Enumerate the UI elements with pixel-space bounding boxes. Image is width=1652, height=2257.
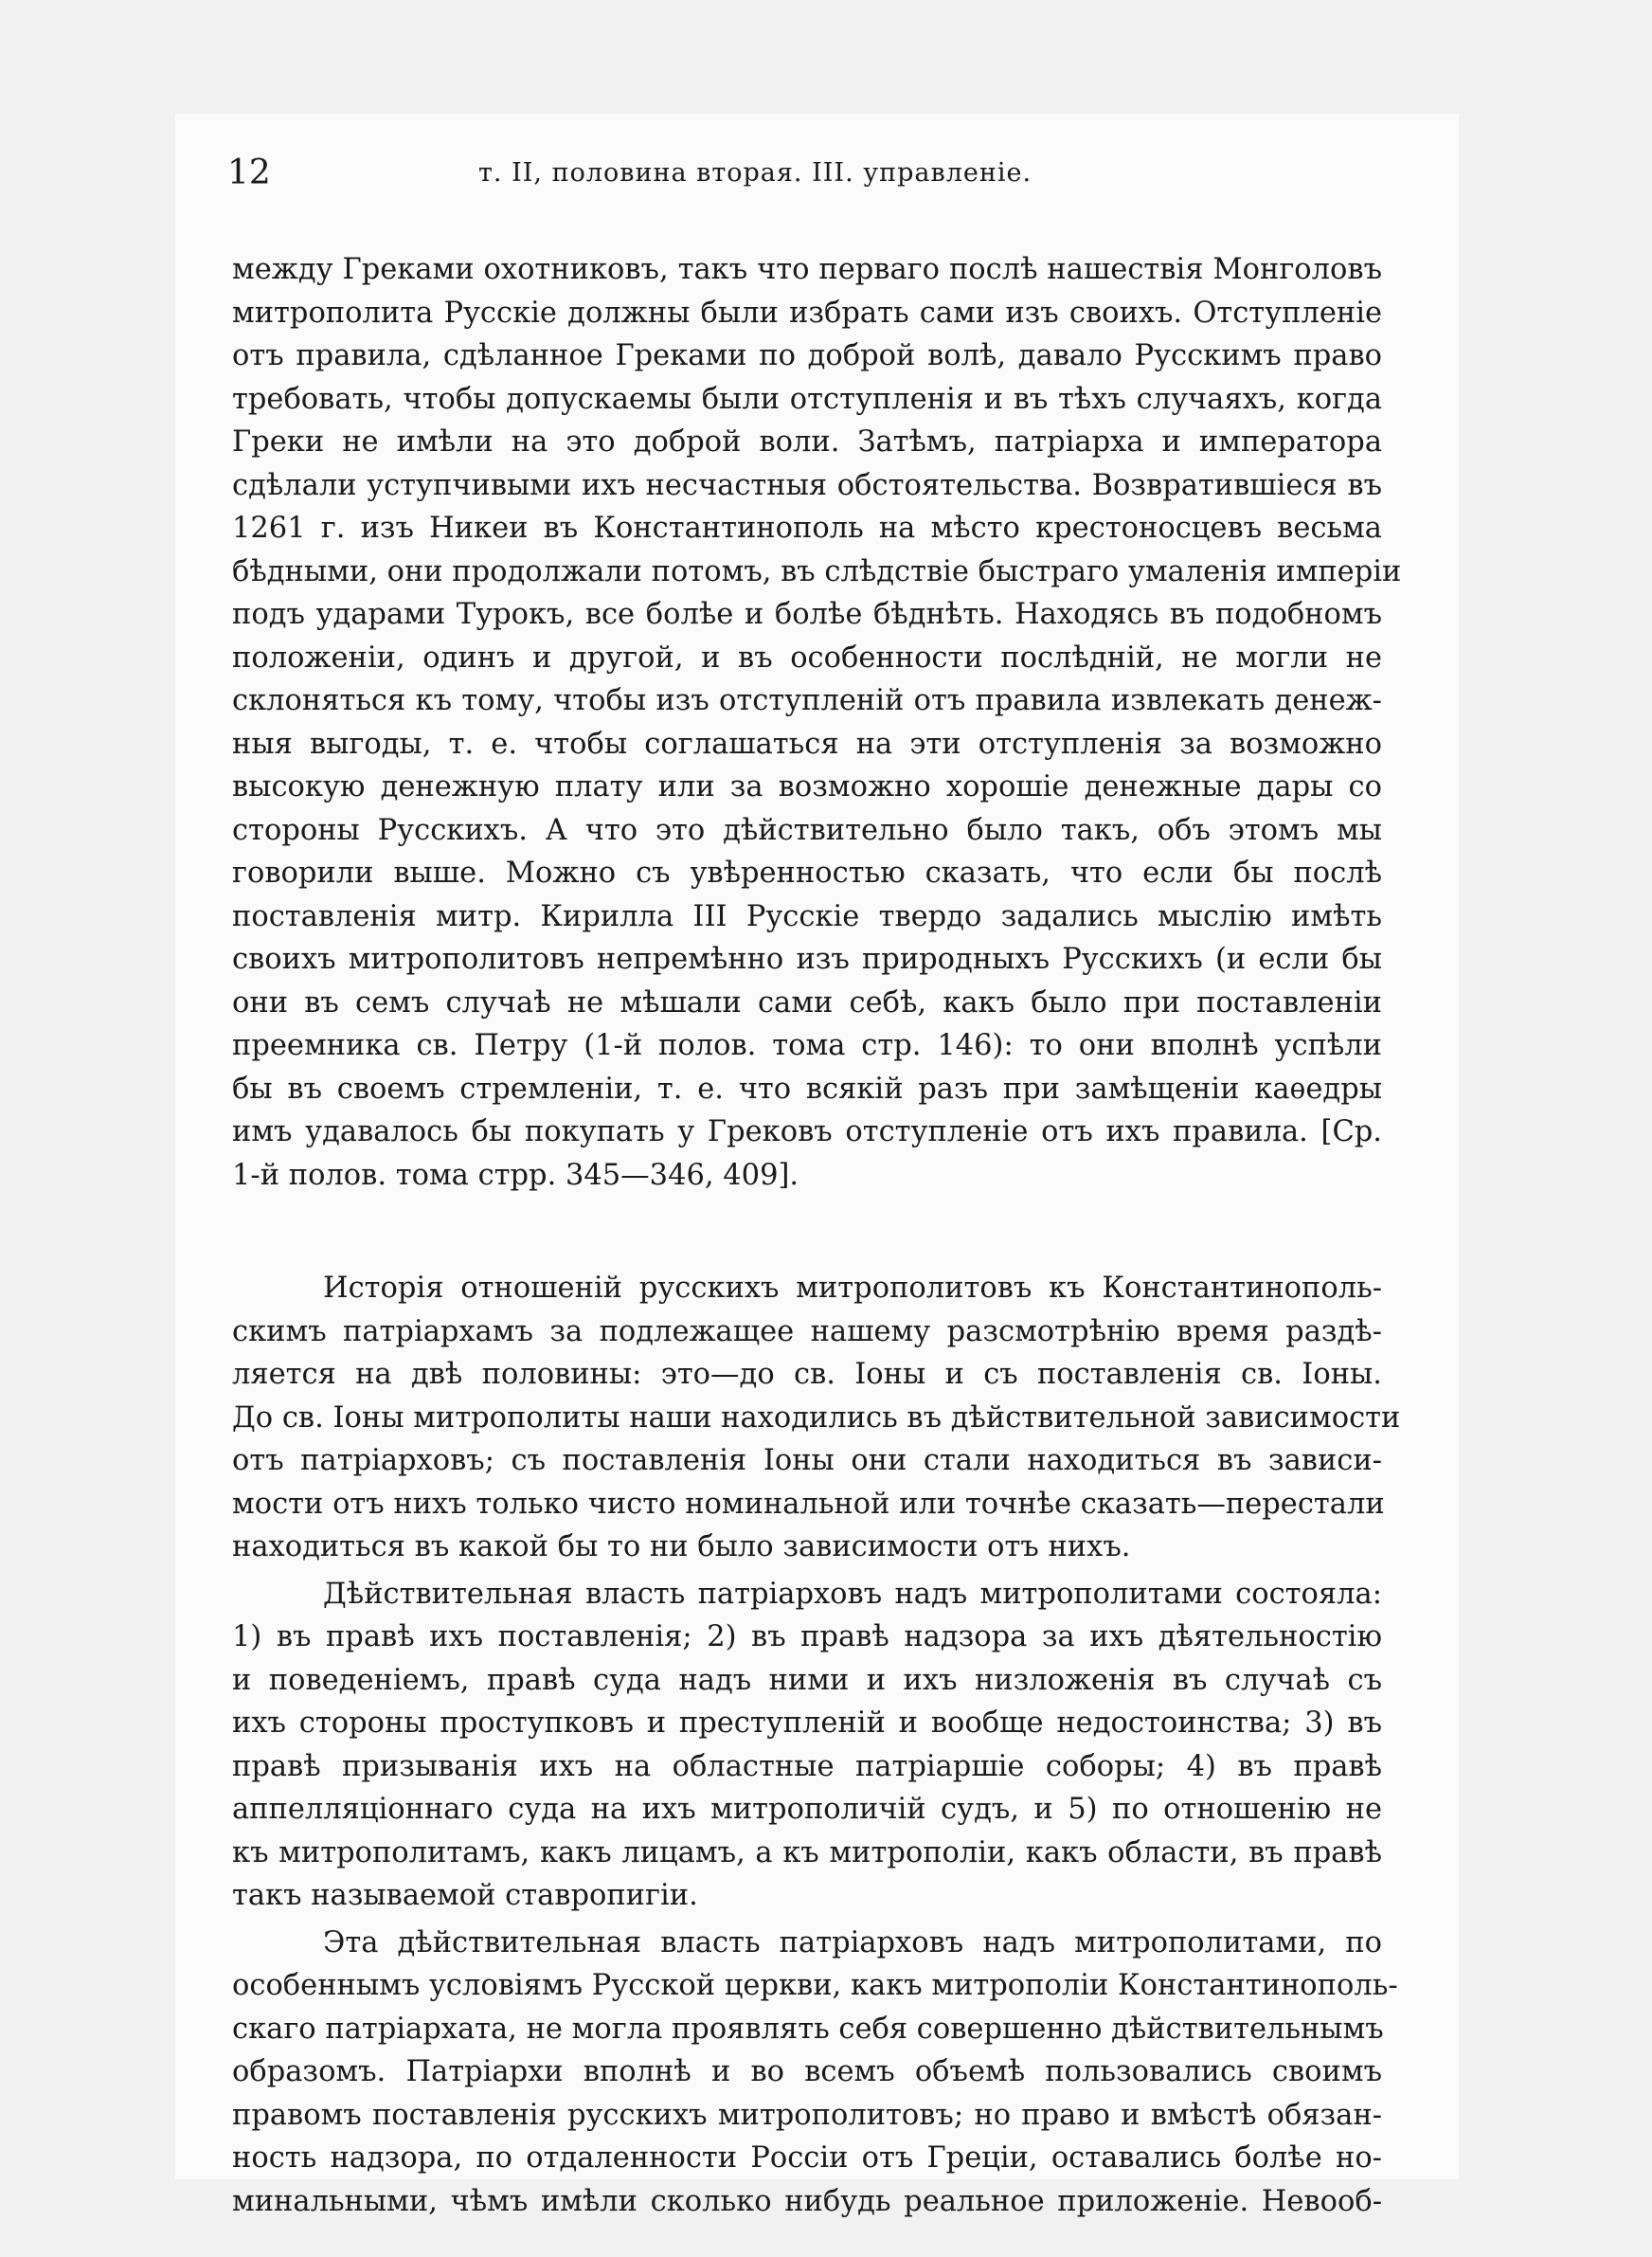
section-gap bbox=[232, 1197, 1382, 1267]
text-line: образомъ. Патріархи вполнѣ и во всемъ объемѣ пользовались своимъ bbox=[232, 2055, 1382, 2088]
text-line: высокую денежную плату или за возможно хорошіе денежные дары со bbox=[232, 770, 1382, 803]
paragraph bbox=[232, 248, 1402, 1197]
text-line: минальными, чѣмъ имѣли сколько нибудь реальное приложеніе. Невооб- bbox=[232, 2184, 1382, 2218]
text-line: находиться въ какой бы то ни было зависимости отъ нихъ. bbox=[232, 1530, 1131, 1563]
page-number: 12 bbox=[227, 153, 271, 192]
text-line: требовать, чтобы допускаемы были отступленія и въ тѣхъ случаяхъ, когда bbox=[232, 382, 1382, 416]
text-line: аппелляціоннаго суда на ихъ митрополичій судъ, и 5) по отношенію не bbox=[232, 1793, 1382, 1826]
text-line: 1-й полов. тома стрр. 345—346, 409]. bbox=[232, 1158, 799, 1192]
text-line: склоняться къ тому, чтобы изъ отступленій отъ правила извлекать денеж- bbox=[232, 684, 1382, 717]
text-line: скаго патріархата, не могла проявлять себя совершенно дѣйствительнымъ bbox=[232, 2012, 1384, 2046]
text-line: имъ удавалось бы покупать у Грековъ отступленіе отъ ихъ правила. [Ср. bbox=[232, 1115, 1382, 1148]
text-line: Эта дѣйствительная власть патріарховъ надъ митрополитами, по bbox=[323, 1925, 1382, 1959]
text-line: особеннымъ условіямъ Русской церкви, какъ митрополіи Константинополь- bbox=[232, 1969, 1398, 2002]
text-line: бѣдными, они продолжали потомъ, въ слѣдствіе быстраго умаленія имперіи bbox=[232, 554, 1402, 588]
text-line: митрополита Русскіе должны были избрать сами изъ своихъ. Отступленіе bbox=[232, 296, 1382, 330]
text-line: Греки не имѣли на это доброй воли. Затѣмъ, патріарха и императора bbox=[232, 425, 1382, 459]
text-line: отъ правила, сдѣланное Греками по доброй волѣ, давало Русскимъ право bbox=[232, 339, 1382, 372]
text-line: стороны Русскихъ. А что это дѣйствительно было такъ, объ этомъ мы bbox=[232, 813, 1382, 847]
text-line: сдѣлали уступчивыми ихъ несчастныя обстоятельства. Возвратившіеся въ bbox=[232, 468, 1382, 502]
text-line: Дѣйствительная власть патріарховъ надъ митрополитами состояла: bbox=[323, 1577, 1382, 1611]
text-line: скимъ патріархамъ за подлежащее нашему разсмотрѣнію время раздѣ- bbox=[232, 1314, 1382, 1348]
text-line: своихъ митрополитовъ непремѣнно изъ природныхъ Русскихъ (и если бы bbox=[232, 943, 1382, 976]
text-line: бы въ своемъ стремленіи, т. е. что всякій разъ при замѣщеніи каѳедры bbox=[232, 1072, 1382, 1106]
text-line: такъ называемой ставропигіи. bbox=[232, 1879, 698, 1912]
text-line: между Греками охотниковъ, такъ что перваго послѣ нашествія Монголовъ bbox=[232, 253, 1382, 286]
text-line: говорили выше. Можно съ увѣренностью сказать, что если бы послѣ bbox=[232, 857, 1382, 890]
text-line: правомъ поставленія русскихъ митрополитовъ; но право и вмѣстѣ обязан- bbox=[232, 2098, 1382, 2132]
text-line: они въ семъ случаѣ не мѣшали сами себѣ, какъ было при поставленіи bbox=[232, 985, 1382, 1020]
text-line: отъ патріарховъ; съ поставленія Іоны они стали находиться въ зависи- bbox=[232, 1444, 1382, 1477]
text-line: ихъ стороны проступковъ и преступленій и вообще недостоинства; 3) въ bbox=[232, 1706, 1382, 1740]
body-text bbox=[232, 248, 1402, 2223]
page-header bbox=[227, 150, 1383, 197]
text-line: ность надзора, по отдаленности Россіи отъ Греціи, оставались болѣе но- bbox=[232, 2141, 1382, 2175]
text-line: ныя выгоды, т. е. чтобы соглашаться на эти отступленія за возможно bbox=[232, 727, 1382, 761]
text-line: 1261 г. изъ Никеи въ Константинополь на мѣсто крестоносцевъ весьма bbox=[232, 512, 1382, 545]
text-line: мости отъ нихъ только чисто номинальной или точнѣе сказать—перестали bbox=[232, 1487, 1385, 1521]
paragraph bbox=[232, 1922, 1398, 2224]
text-line: къ митрополитамъ, какъ лицамъ, а къ митрополіи, какъ области, въ правѣ bbox=[232, 1835, 1382, 1869]
paragraph bbox=[232, 1267, 1401, 1569]
text-line: и поведеніемъ, правѣ суда надъ ними и ихъ низложенія въ случаѣ съ bbox=[232, 1663, 1382, 1697]
text-line: положеніи, одинъ и другой, и въ особенности послѣдній, не могли не bbox=[232, 641, 1382, 675]
text-line: правѣ призыванія ихъ на областные патріаршіе соборы; 4) въ правѣ bbox=[232, 1749, 1382, 1783]
text-line: преемника св. Петру (1-й полов. тома стр. 146): то они вполнѣ успѣли bbox=[232, 1029, 1382, 1062]
text-line: поставленія митр. Кирилла III Русскіе твердо задались мыслію имѣть bbox=[232, 899, 1382, 933]
text-line: ляется на двѣ половины: это—до св. Іоны и съ поставленія св. Іоны. bbox=[232, 1358, 1382, 1391]
text-line: 1) въ правѣ ихъ поставленія; 2) въ правѣ надзора за ихъ дѣятельностію bbox=[232, 1620, 1382, 1653]
text-line: подъ ударами Турокъ, все болѣе и болѣе бѣднѣть. Находясь въ подобномъ bbox=[232, 598, 1382, 631]
text-line: Исторія отношеній русскихъ митрополитовъ къ Константинополь- bbox=[323, 1272, 1382, 1305]
text-line: До св. Іоны митрополиты наши находились въ дѣйствительной зависимости bbox=[232, 1400, 1401, 1435]
paragraph bbox=[232, 1573, 1382, 1918]
running-head: т. II, половина вторая. III. управленіе. bbox=[478, 158, 1032, 188]
